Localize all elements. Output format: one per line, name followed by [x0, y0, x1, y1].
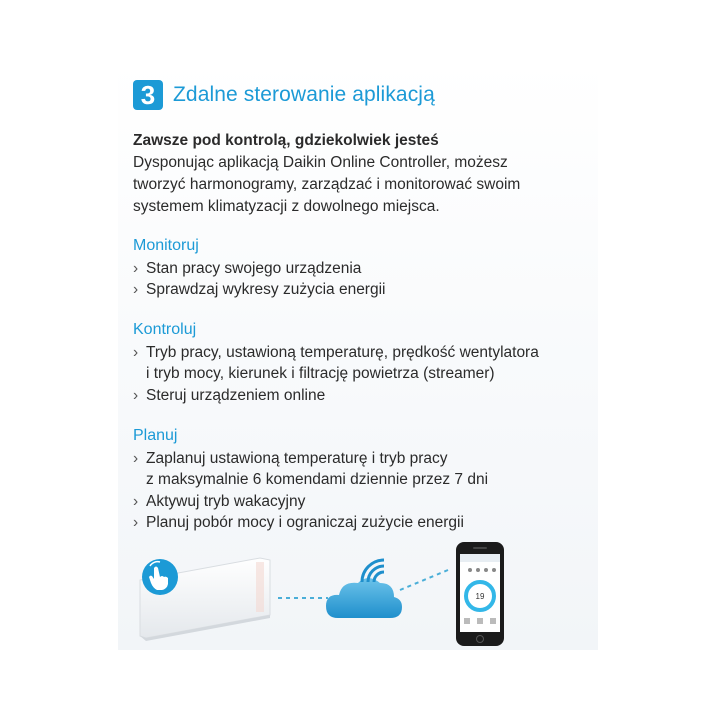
list-item: [133, 448, 593, 491]
hand-touch-icon: [142, 559, 178, 595]
list-item: [133, 512, 593, 534]
section-title: Kontroluj: [133, 321, 197, 338]
list-item-text: Sprawdzaj wykresy zużycia energii: [146, 281, 386, 298]
chevron-right-icon: ›: [133, 449, 139, 467]
intro-line: Dysponując aplikacją Daikin Online Controller, możesz: [133, 154, 508, 171]
list-item: [133, 258, 593, 280]
list-item: [133, 279, 593, 301]
list-item: [133, 385, 593, 407]
smartphone-icon: [456, 542, 504, 646]
section-heading: [133, 80, 435, 110]
section-monitor: [133, 235, 593, 301]
list-item-text: Steruj urządzeniem online: [146, 386, 326, 404]
list-item-text: i tryb mocy, kierunek i filtrację powietrza (streamer): [146, 365, 495, 382]
remote-control-illustration: [130, 540, 590, 650]
phone-temperature: 19: [475, 592, 485, 601]
intro-line: tworzyć harmonogramy, zarządzać i monitorować swoim: [133, 176, 521, 193]
list-item: [133, 342, 593, 385]
chevron-right-icon: ›: [133, 514, 139, 531]
section-plan: [133, 425, 593, 534]
page-title: Zdalne sterowanie aplikacją: [173, 83, 435, 106]
step-number-badge: 3: [133, 80, 163, 110]
list-item-text: Planuj pobór mocy i ograniczaj zużycie energii: [146, 514, 464, 531]
list-item-text: Zaplanuj ustawioną temperaturę i tryb pracy: [146, 449, 448, 467]
section-control: [133, 319, 593, 406]
list-item-text: Stan pracy swojego urządzenia: [146, 259, 362, 277]
list-item: [133, 491, 593, 513]
list-item-text: Tryb pracy, ustawioną temperaturę, prędkość wentylatora: [146, 343, 539, 361]
intro-line: systemem klimatyzacji z dowolnego miejsca.: [133, 198, 440, 215]
intro-paragraph: [133, 130, 593, 218]
chevron-right-icon: ›: [133, 259, 139, 277]
list-item-text: Aktywuj tryb wakacyjny: [146, 492, 306, 510]
cloud-wifi-icon: [326, 560, 402, 618]
section-title: Monitoruj: [133, 237, 199, 254]
chevron-right-icon: ›: [133, 281, 139, 298]
section-title: Planuj: [133, 427, 178, 444]
chevron-right-icon: ›: [133, 386, 139, 404]
connection-line: [400, 570, 448, 590]
chevron-right-icon: ›: [133, 343, 139, 361]
list-item-text: z maksymalnie 6 komendami dziennie przez 7 dni: [146, 471, 489, 488]
chevron-right-icon: ›: [133, 492, 139, 510]
intro-lead: Zawsze pod kontrolą, gdziekolwiek jesteś: [133, 132, 439, 149]
